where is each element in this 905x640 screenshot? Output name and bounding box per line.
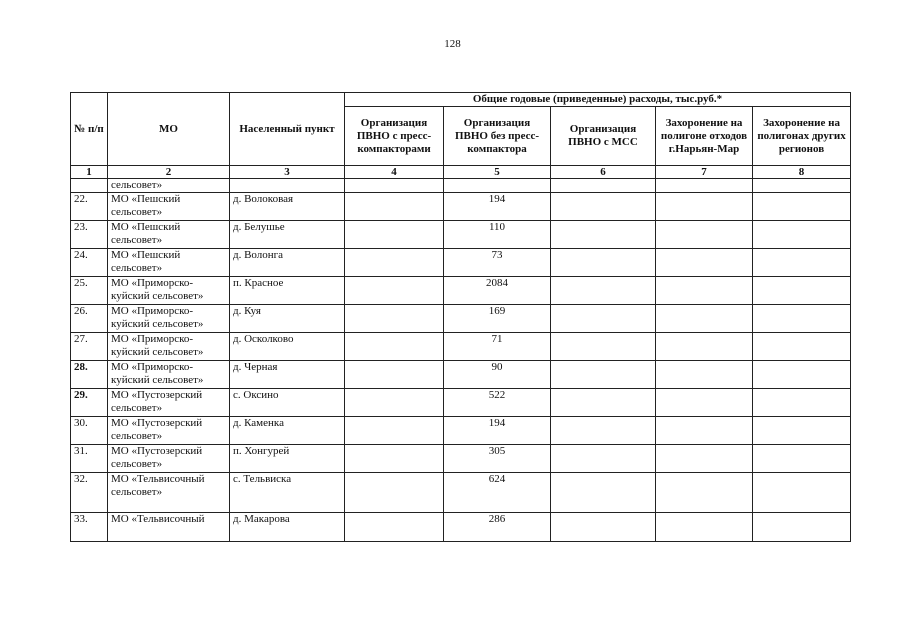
table-row-continuation [71,179,851,193]
settlement-cell: д. Белушье [230,221,345,249]
value-cell: 194 [444,417,551,445]
column-number: 6 [551,166,656,179]
table-row [71,513,851,542]
page-number: 128 [444,38,461,50]
settlement-cell: д. Волоковая [230,193,345,221]
column-number: 2 [108,166,230,179]
settlement-cell: с. Тельвиска [230,473,345,513]
header-settlement: Населенный пункт [230,93,345,166]
row-number: 31. [71,445,108,473]
row-number: 23. [71,221,108,249]
mo-cell: МО «Пустозерский сельсовет» [108,389,230,417]
table-row [71,221,851,249]
row-number: 22. [71,193,108,221]
mo-cell: МО «Тельвисочный [108,513,230,542]
value-cell: 522 [444,389,551,417]
mo-cell: МО «Тельвисочный сельсовет» [108,473,230,513]
table-row [71,389,851,417]
settlement-cell: п. Красное [230,277,345,305]
column-number: 4 [345,166,444,179]
value-cell: 71 [444,333,551,361]
mo-cell: МО «Пустозерский сельсовет» [108,445,230,473]
table-row [71,305,851,333]
row-number: 32. [71,473,108,513]
table-row [71,417,851,445]
table-row [71,193,851,221]
mo-cell: МО «Пешский сельсовет» [108,193,230,221]
column-number: 7 [656,166,753,179]
value-cell: 169 [444,305,551,333]
table-row [71,249,851,277]
row-number: 30. [71,417,108,445]
table-row [71,445,851,473]
header-num: № п/п [71,93,108,166]
settlement-cell: д. Осколково [230,333,345,361]
column-number: 1 [71,166,108,179]
value-cell: 110 [444,221,551,249]
settlement-cell: д. Каменка [230,417,345,445]
mo-cell: МО «Приморско-куйский сельсовет» [108,361,230,389]
header-col4: Организация ПВНО с пресс-компакторами [345,107,444,166]
row-number: 25. [71,277,108,305]
expenses-table [70,92,851,542]
mo-cell: МО «Приморско-куйский сельсовет» [108,277,230,305]
table-row [71,473,851,513]
value-cell: 305 [444,445,551,473]
header-group: Общие годовые (приведенные) расходы, тыс.руб.* [345,93,851,107]
mo-cell: МО «Пешский сельсовет» [108,221,230,249]
header-col7: Захоронение на полигоне отходов г.Нарьян-Мар [656,107,753,166]
column-number: 3 [230,166,345,179]
settlement-cell: д. Макарова [230,513,345,542]
row-number: 29. [71,389,108,417]
row-number: 26. [71,305,108,333]
settlement-cell: п. Хонгурей [230,445,345,473]
column-number: 5 [444,166,551,179]
value-cell: 286 [444,513,551,542]
mo-cell: сельсовет» [108,179,230,193]
settlement-cell: д. Черная [230,361,345,389]
table-row [71,333,851,361]
header-mo: МО [108,93,230,166]
settlement-cell: д. Куя [230,305,345,333]
value-cell: 624 [444,473,551,513]
table-row [71,361,851,389]
value-cell: 194 [444,193,551,221]
mo-cell: МО «Пешский сельсовет» [108,249,230,277]
table-row [71,277,851,305]
value-cell: 2084 [444,277,551,305]
mo-cell: МО «Пустозерский сельсовет» [108,417,230,445]
header-col8: Захоронение на полигонах других регионов [753,107,851,166]
mo-cell: МО «Приморско-куйский сельсовет» [108,333,230,361]
header-col5: Организация ПВНО без пресс-компактора [444,107,551,166]
row-number: 28. [71,361,108,389]
value-cell: 90 [444,361,551,389]
row-number: 33. [71,513,108,542]
column-number: 8 [753,166,851,179]
value-cell: 73 [444,249,551,277]
settlement-cell: д. Волонга [230,249,345,277]
settlement-cell: с. Оксино [230,389,345,417]
row-number: 24. [71,249,108,277]
row-number: 27. [71,333,108,361]
mo-cell: МО «Приморско-куйский сельсовет» [108,305,230,333]
header-col6: Организация ПВНО с МСС [551,107,656,166]
